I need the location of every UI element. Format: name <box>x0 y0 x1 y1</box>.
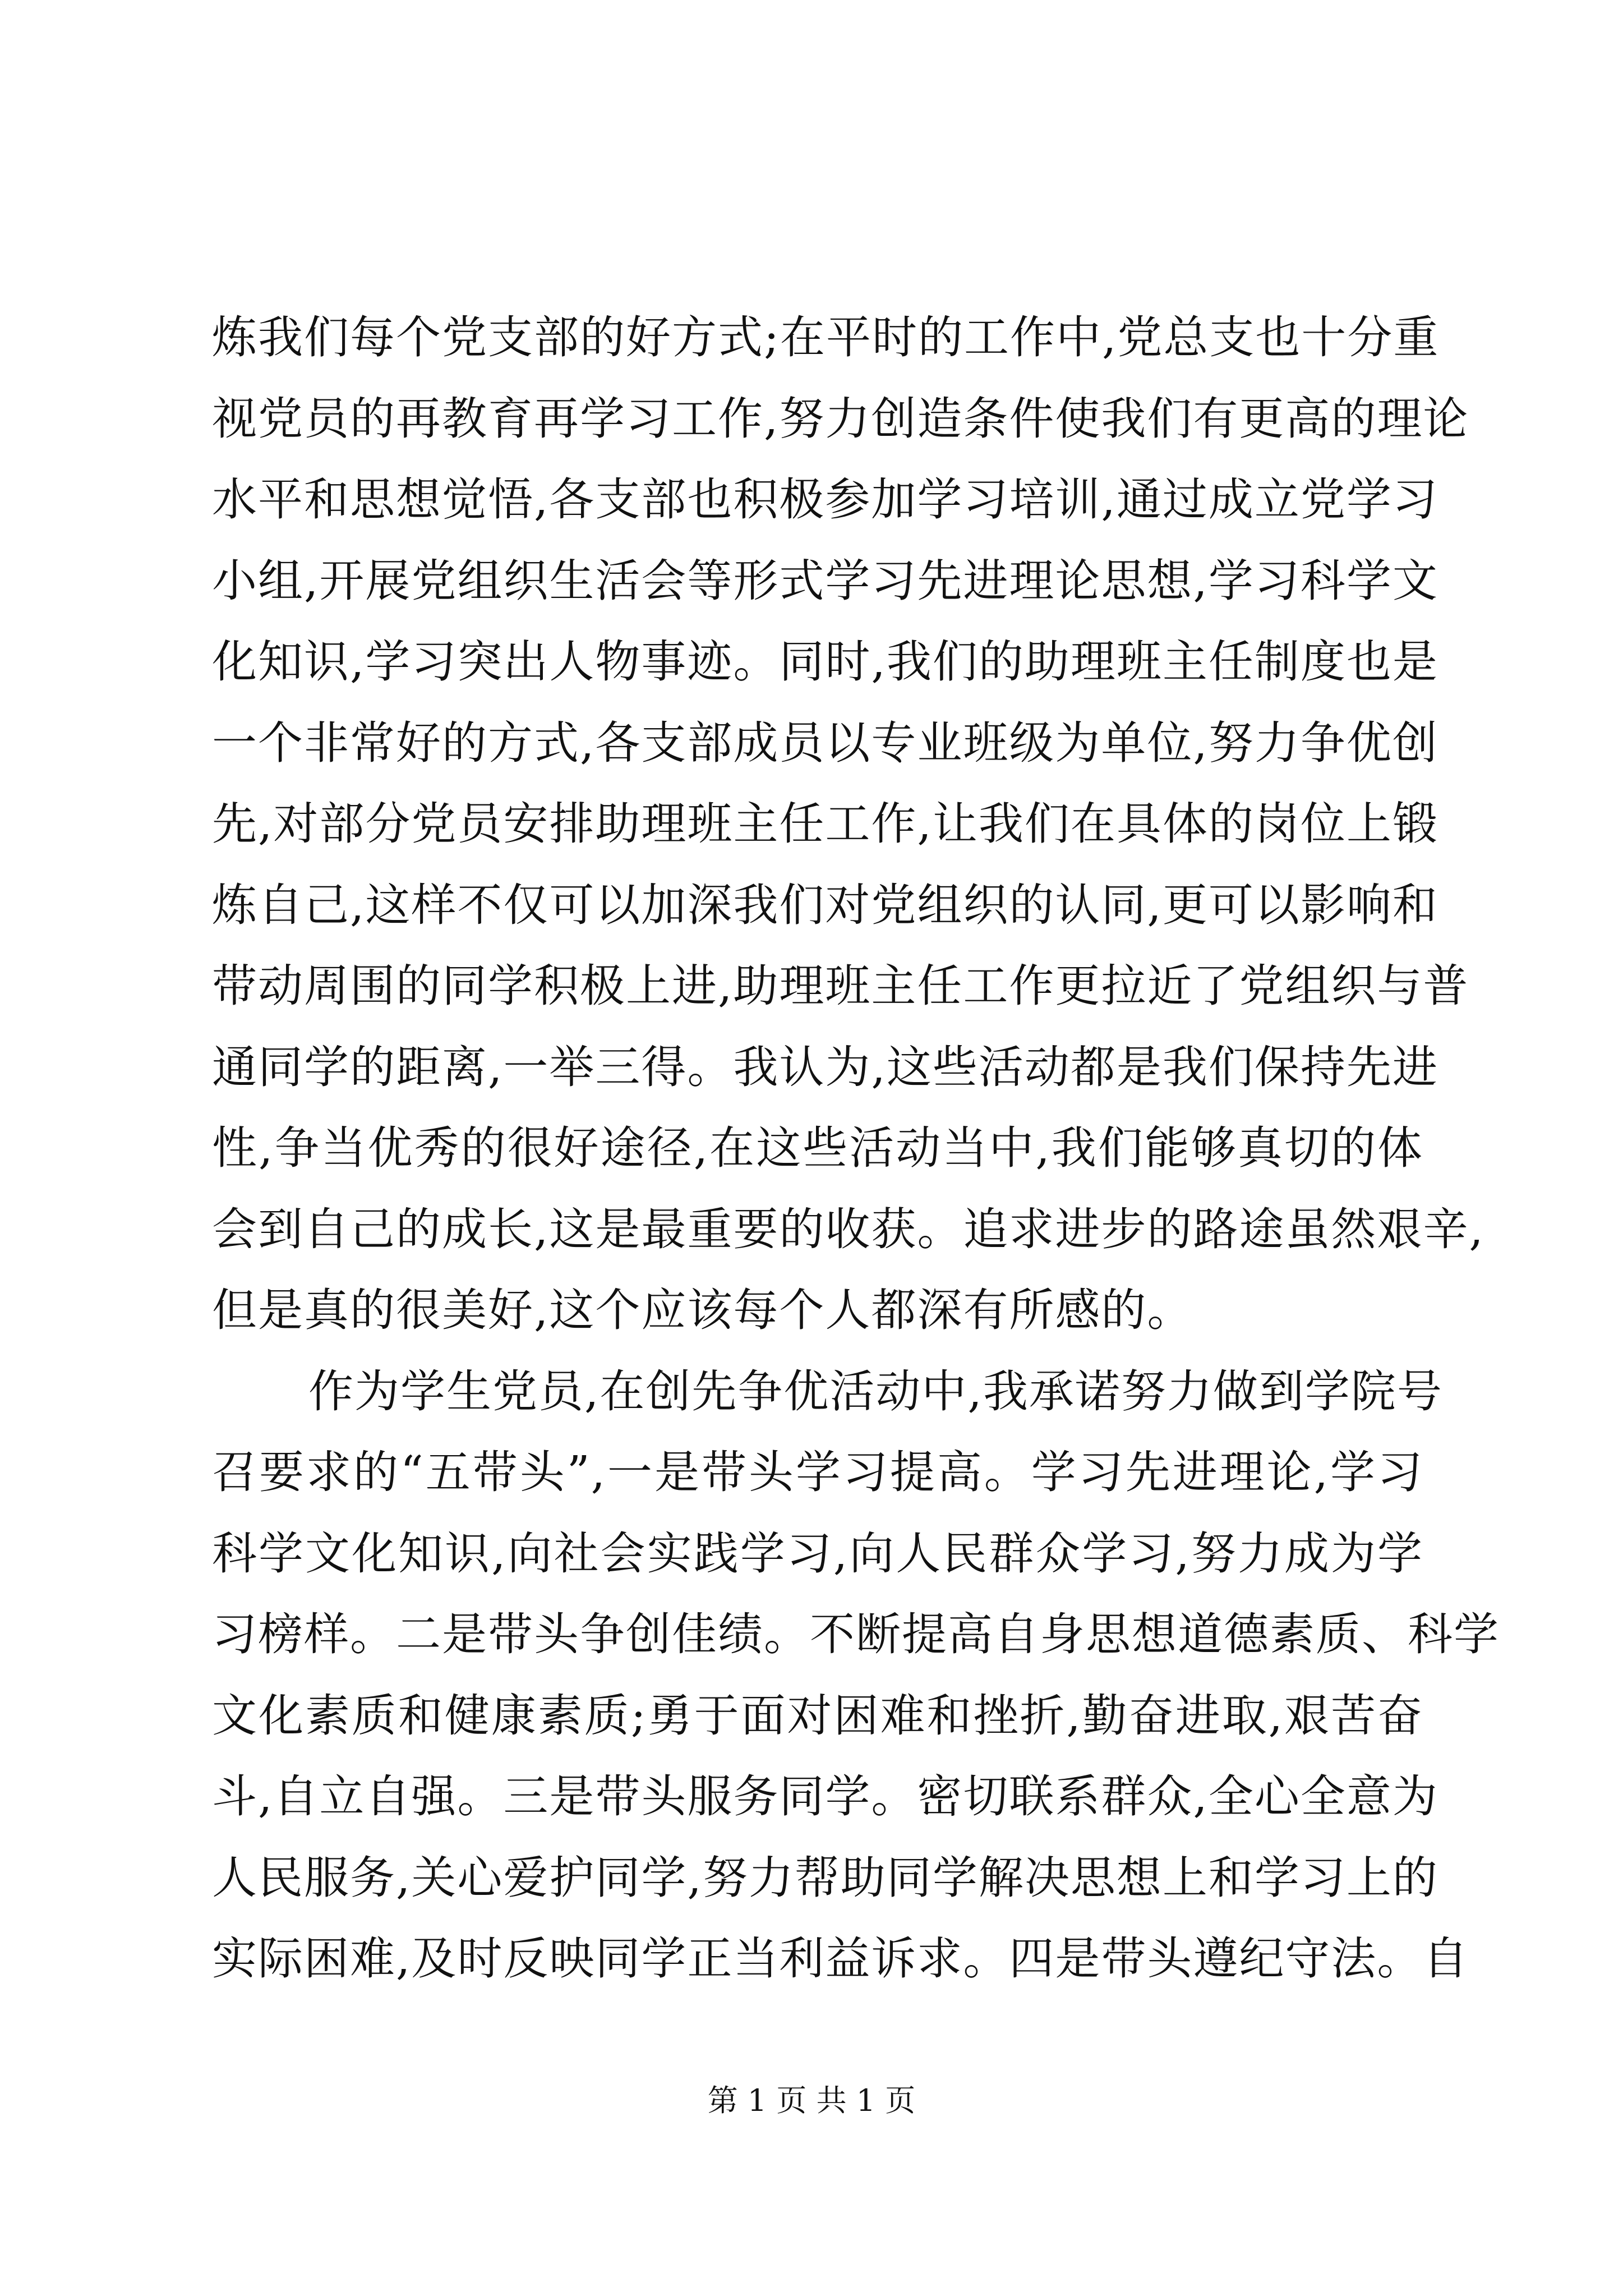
text-line: 召要求的“五带头”,一是带头学习提高。学习先进理论,学习 <box>212 1446 1423 1498</box>
text-line: 炼自己,这样不仅可以加深我们对党组织的认同,更可以影响和 <box>212 878 1438 931</box>
text-line: 带动周围的同学积极上进,助理班主任工作更拉近了党组织与普 <box>212 960 1469 1012</box>
text-line: 通同学的距离,一举三得。我认为,这些活动都是我们保持先进 <box>212 1041 1438 1093</box>
text-line: 实际困难,及时反映同学正当利益诉求。四是带头遵纪守法。自 <box>212 1932 1469 1985</box>
text-line: 作为学生党员,在创先争优活动中,我承诺努力做到学院号 <box>308 1365 1443 1418</box>
text-line: 科学文化知识,向社会实践学习,向人民群众学习,努力成为学 <box>212 1527 1423 1580</box>
text-line: 小组,开展党组织生活会等形式学习先进理论思想,学习科学文 <box>212 554 1438 607</box>
text-line: 水平和思想觉悟,各支部也积极参加学习培训,通过成立党学习 <box>212 473 1438 526</box>
text-line: 炼我们每个党支部的好方式;在平时的工作中,党总支也十分重 <box>212 311 1440 364</box>
text-line: 人民服务,关心爱护同学,努力帮助同学解决思想上和学习上的 <box>212 1851 1438 1904</box>
text-line: 但是真的很美好,这个应该每个人都深有所感的。 <box>212 1284 1193 1336</box>
text-line: 化知识,学习突出人物事迹。同时,我们的助理班主任制度也是 <box>212 636 1438 688</box>
text-line: 文化素质和健康素质;勇于面对困难和挫折,勤奋进取,艰苦奋 <box>212 1689 1423 1742</box>
text-line: 习榜样。二是带头争创佳绩。不断提高自身思想道德素质、科学 <box>212 1608 1500 1660</box>
text-line: 性,争当优秀的很好途径,在这些活动当中,我们能够真切的体 <box>212 1122 1423 1174</box>
text-line: 一个非常好的方式,各支部成员以专业班级为单位,努力争优创 <box>212 716 1438 769</box>
page-footer: 第 1 页 共 1 页 <box>707 2083 916 2118</box>
text-line: 会到自己的成长,这是最重要的收获。追求进步的路途虽然艰辛, <box>212 1203 1484 1255</box>
text-line: 视党员的再教育再学习工作,努力创造条件使我们有更高的理论 <box>212 392 1469 445</box>
document-body <box>212 297 1500 2000</box>
text-line: 斗,自立自强。三是带头服务同学。密切联系群众,全心全意为 <box>212 1770 1438 1823</box>
text-line: 先,对部分党员安排助理班主任工作,让我们在具体的岗位上锻 <box>212 798 1438 850</box>
